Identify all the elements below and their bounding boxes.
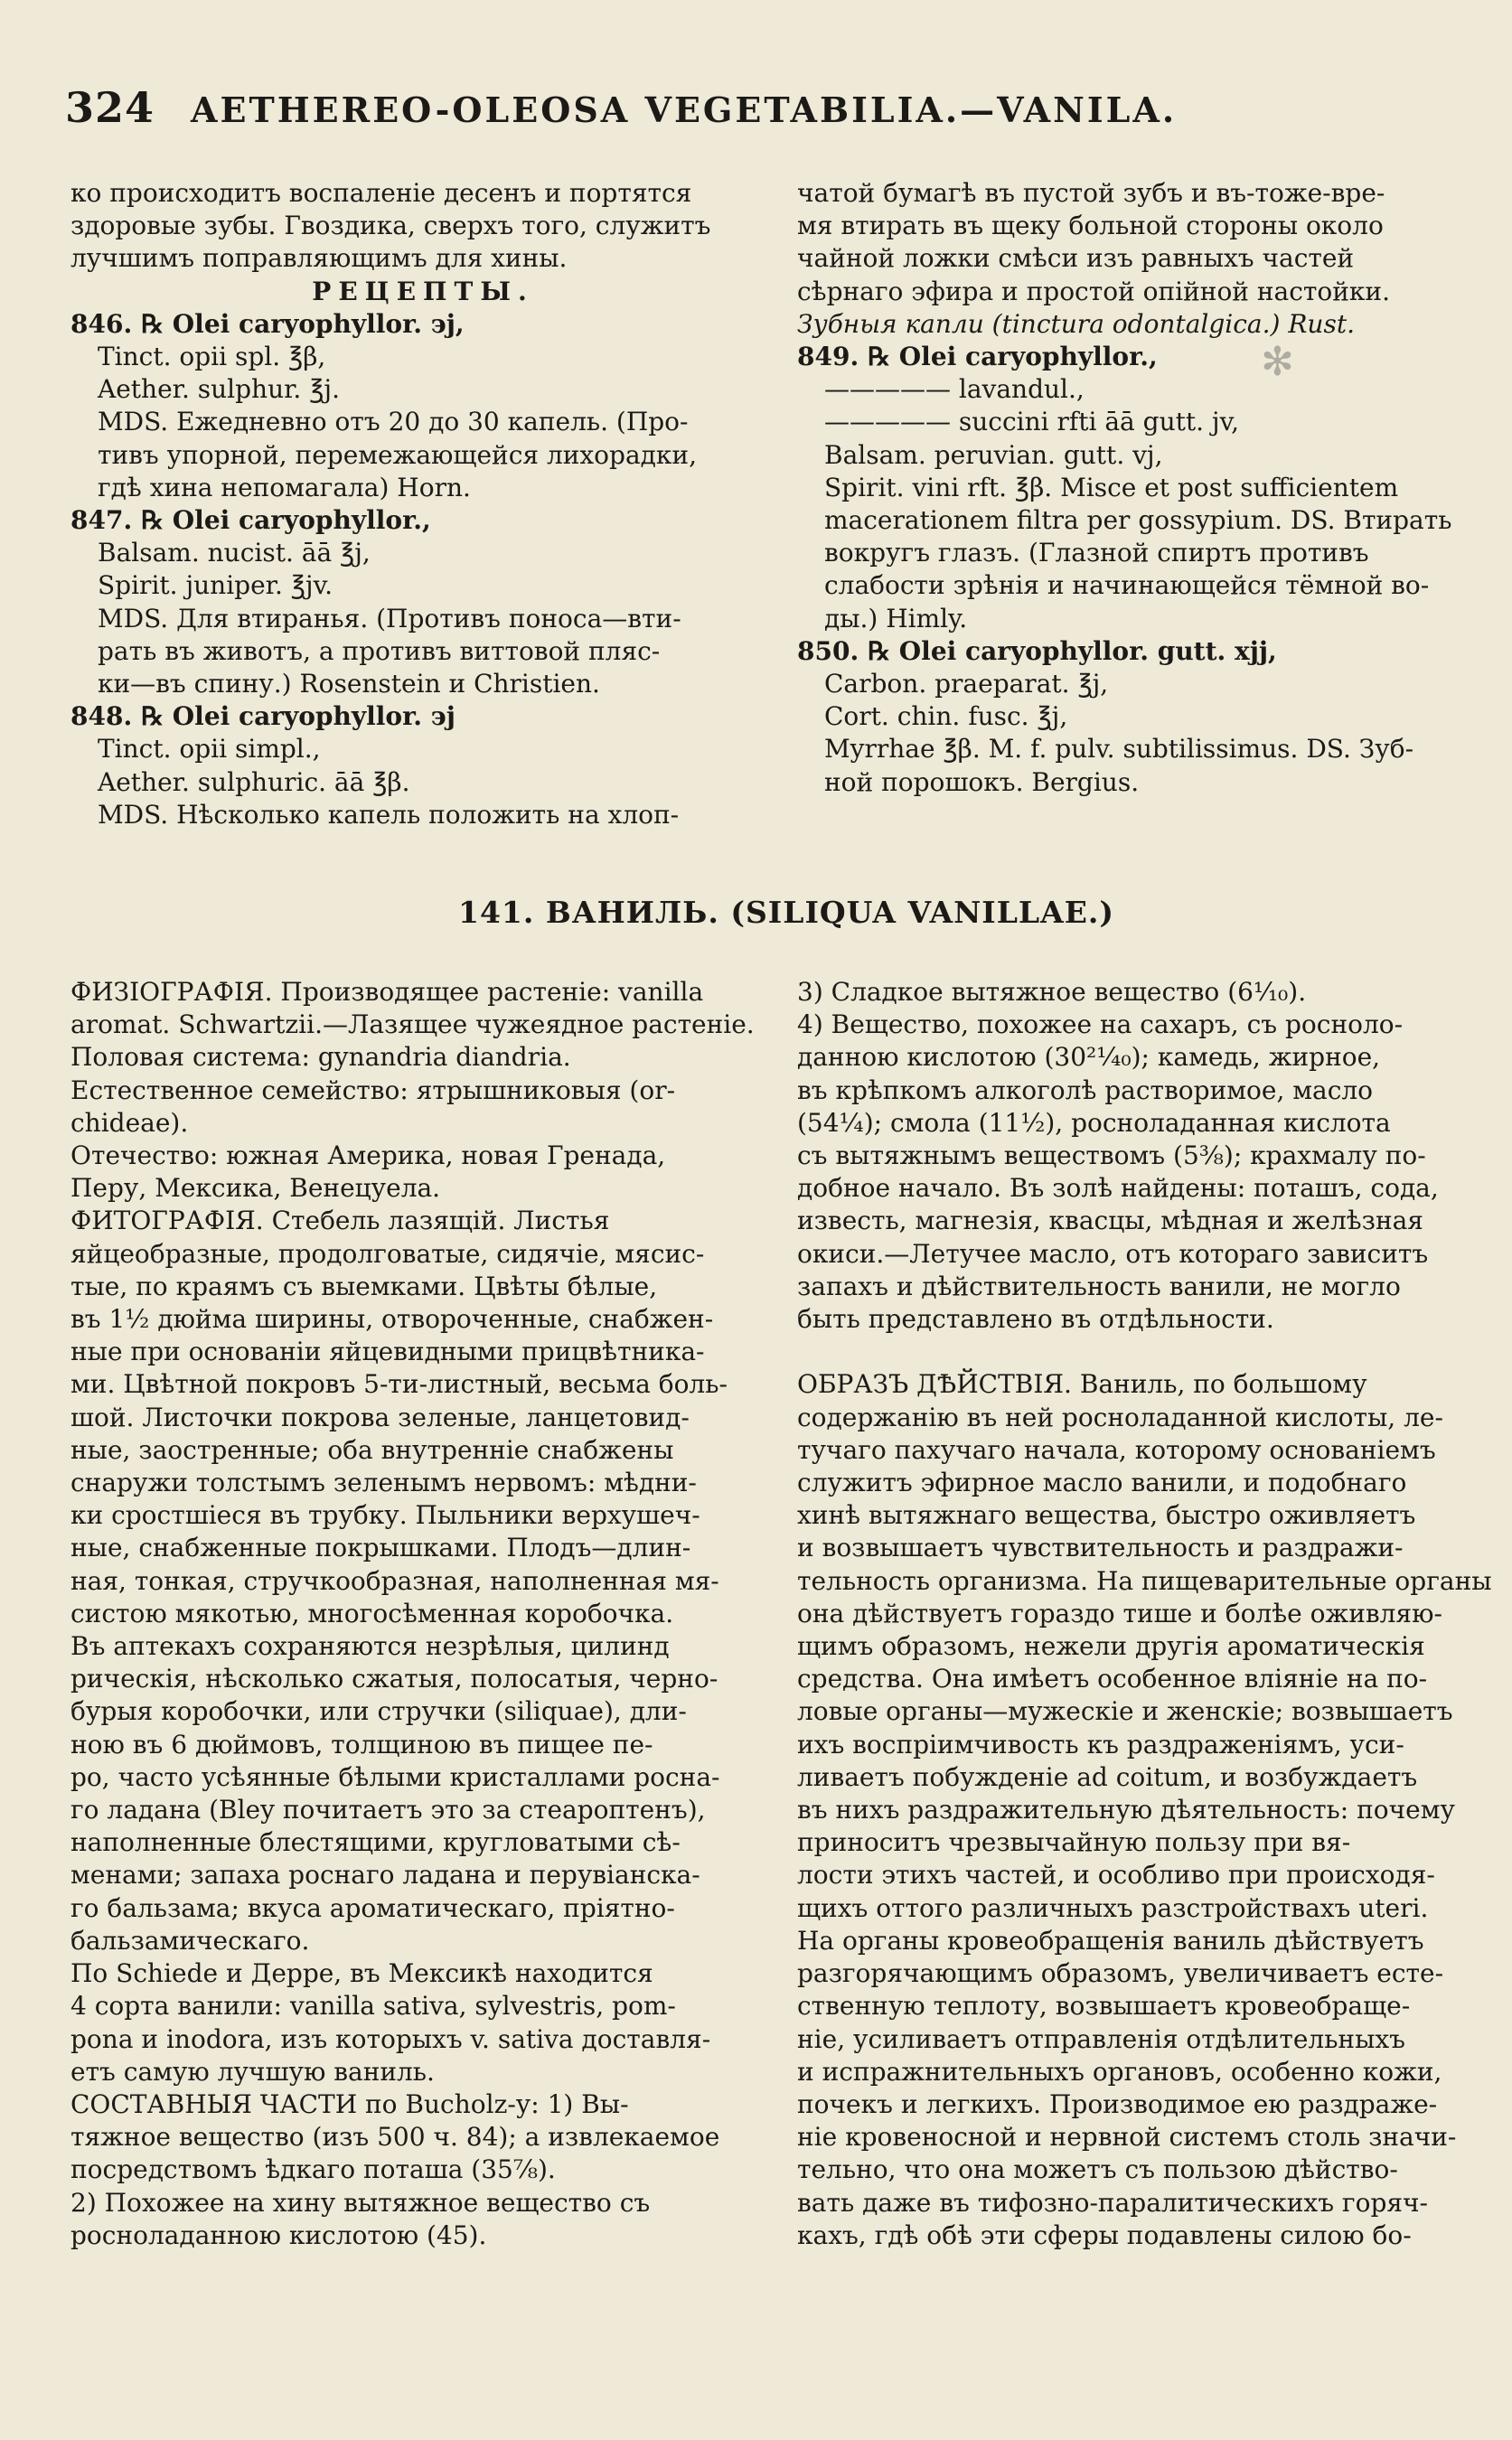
text-line: слабости зрѣнія и начинающейся тёмной во- [824,570,1430,601]
column-bottom-right [797,976,1502,2252]
text-line: Spirit. vini rft. ℥β. Misce et post sufficientem [824,472,1399,502]
text-line: и испражнительныхъ органовъ, особенно кожи, [797,2056,1442,2087]
text-line: мя втирать въ щеку больной стороны около [797,211,1384,241]
text-line: го бальзама; вкуса ароматическаго, пріятно- [70,1892,675,1923]
text-line: тые, по краямъ съ выемками. Цвѣты бѣлые, [70,1271,658,1301]
page-number: 324 [65,83,155,132]
text-line: ніе, усиливаетъ отправленія отдѣлительныхъ [797,2023,1405,2054]
column-top-right [797,177,1502,799]
text-line: бурыя коробочки, или стручки (siliquae), дли- [70,1696,687,1727]
text-line: рическія, нѣсколько сжатыя, полосатыя, черно- [70,1664,718,1694]
text-line: СОСТАВНЫЯ ЧАСТИ по Bucholz-у: 1) Вы- [70,2088,629,2119]
text-line: ные, снабженные покрышками. Плодъ—длин- [70,1533,691,1563]
text-line: вокругъ глазъ. (Глазной спиртъ противъ [824,538,1369,568]
text-line: тивъ упорной, перемежающейся лихорадки, [98,439,697,470]
library-stamp-icon: ✻ [1261,339,1294,385]
text-line: сѣрнаго эфира и простой опійной настойки. [797,276,1390,306]
text-line: въ крѣпкомъ алкоголѣ растворимое, масло [797,1075,1374,1105]
text-line: 4 сорта ванили: vanilla sativa, sylvestris, pom- [70,1991,676,2022]
text-line: ная, тонкая, стручкообразная, наполненная мя- [70,1565,719,1596]
recipe-850: 850. ℞ Olei caryophyllor. gutt. xjj, [797,635,1277,666]
text-line: здоровые зубы. Гвоздика, сверхъ того, служитъ [70,211,711,241]
text-line: ко происходитъ воспаленіе десенъ и портятся [70,178,692,208]
spacer-line [797,1336,1502,1368]
text-line: тяжное вещество (изъ 500 ч. 84); а извлекаемое [70,2122,720,2153]
text-line: тучаго пахучаго начала, которому основаніемъ [797,1434,1436,1465]
text-line: служитъ эфирное масло ванили, и подобнаго [797,1468,1407,1498]
text-line: содержанію въ ней росноладанной кислоты, ле- [797,1402,1443,1432]
text-line: Myrrhae ℥β. M. f. pulv. subtilissimus. DS. Зуб- [824,734,1414,765]
text-line: Естественное семейство: ятрышниковыя (or- [70,1075,676,1105]
text-line: 3) Сладкое вытяжное вещество (6⅟₁₀). [797,977,1307,1007]
text-line: ки сростшіеся въ трубку. Пыльники верхушеч- [70,1500,700,1531]
text-line: ніе кровеносной и нервной системъ столь значи- [797,2122,1457,2153]
column-top-left [70,177,775,831]
text-line: По Schiede и Дерре, въ Мексикѣ находится [70,1958,653,1989]
text-line: 4) Вещество, похожее на сахаръ, съ росноло- [797,1009,1404,1040]
text-line: aromat. Schwartzii.—Лазящее чужеядное растеніе. [70,1009,755,1040]
text-line: вать даже въ тифозно-паралитическихъ горяч- [797,2187,1429,2218]
text-line: окиси.—Летучее масло, отъ котораго зависитъ [797,1238,1429,1269]
text-line: ————— succini rfti āā gutt. jv, [824,407,1239,437]
text-line: посредствомъ ѣдкаго поташа (35⅞). [70,2154,556,2185]
text-line: яйцеобразные, продолговатые, сидячіе, мясис- [70,1238,705,1269]
text-line: шой. Листочки покрова зеленые, ланцетовид- [70,1402,690,1432]
text-line: го ладана (Bley почитаетъ это за стеароптенъ), [70,1795,706,1825]
recipe-849: 849. ℞ Olei caryophyllor., [797,342,1158,372]
text-line: chideae). [70,1107,189,1138]
text-line: Tinct. opii spl. ℥β, [98,342,326,372]
text-line: ро, часто усѣянные бѣлыми кристаллами росна- [70,1761,720,1792]
text-line: ихъ воспріимчивость къ раздраженіямъ, уси- [797,1729,1404,1760]
text-line: ФИТОГРАФІЯ. Стебель лазящій. Листья [70,1206,610,1236]
text-line: ные при основаніи яйцевидными прицвѣтника- [70,1337,705,1367]
recipes-heading: РЕЦЕПТЫ. [312,276,534,306]
text-line: снаружи толстымъ зеленымъ нервомъ: мѣдни- [70,1468,697,1498]
text-line: добное начало. Въ золѣ найдены: поташъ, сода, [797,1173,1439,1204]
text-line: Половая система: gynandria diandria. [70,1042,571,1073]
text-line: MDS. Для втиранья. (Противъ поноса—вти- [98,603,681,633]
text-line: быть представлено въ отдѣльности. [797,1304,1274,1335]
text-line: въ 1½ дюйма ширины, отвороченные, снабжен- [70,1304,714,1335]
text-line: ные, заостренные; оба внутренніе снабжены [70,1434,674,1465]
text-line: средства. Она имѣетъ особенное вліяніе на по- [797,1664,1428,1694]
page-header [65,83,1240,146]
text-line: наполненные блестящими, кругловатыми сѣ- [70,1827,681,1858]
text-line: Aether. sulphuric. āā ℥β. [98,766,410,797]
text-line: систою мякотью, многосѣменная коробочка. [70,1598,674,1628]
text-line: чатой бумагѣ въ пустой зубъ и въ-тоже-вре- [797,178,1385,208]
text-line: pona и inodora, изъ которыхъ v. sativa доставля- [70,2023,711,2054]
text-line: кахъ, гдѣ обѣ эти сферы подавлены силою бо- [797,2219,1412,2250]
text-line: MDS. Нѣсколько капель положить на хлоп- [98,799,680,830]
text-line: ми. Цвѣтной покровъ 5-ти-листный, весьма боль- [70,1369,728,1400]
text-line: рать въ животъ, а противъ виттовой пляс- [98,635,661,666]
text-line: и возвышаетъ чувствительность и раздражи- [797,1533,1404,1563]
text-line: тельно, что она можетъ съ пользою дѣйство- [797,2154,1398,2185]
text-line: ки—въ спину.) Rosenstein и Christien. [98,669,600,699]
text-line: ловые органы—мужескіе и женскіе; возвышаетъ [797,1696,1453,1727]
text-line: 2) Похожее на хину вытяжное вещество съ [70,2187,651,2218]
text-line: Cort. chin. fusc. ℥j, [824,701,1068,732]
text-line: Balsam. nucist. āā ℥j, [98,538,371,568]
text-line: тельность организма. На пищеварительные органы [797,1565,1492,1596]
text-line: почекъ и легкихъ. Производимое ею раздраже- [797,2088,1438,2119]
text-line: Carbon. praeparat. ℥j, [824,669,1109,699]
text-line: Tinct. opii simpl., [98,734,321,765]
text-line: хинѣ вытяжнаго вещества, быстро оживляетъ [797,1500,1416,1531]
text-line: ОБРАЗЪ ДѢЙСТВІЯ. Ваниль, по большому [797,1369,1367,1400]
text-line: гдѣ хина непомагала) Horn. [98,472,471,502]
text-line: съ вытяжнымъ веществомъ (5⅜); крахмалу по- [797,1140,1426,1171]
text-line: приноситъ чрезвычайную пользу при вя- [797,1827,1351,1858]
text-line: разгорячающимъ образомъ, увеличиваетъ есте- [797,1958,1444,1989]
text-line: Spirit. juniper. ℥jv. [98,570,333,601]
text-line: Aether. sulphur. ℥j. [98,374,340,405]
text-line: ды.) Himly. [824,603,968,633]
text-line: запахъ и дѣйствительность ванили, не могло [797,1271,1401,1301]
text-line: (54¼); смола (11½), росноладанная кислота [797,1107,1391,1138]
text-line: щихъ оттого различныхъ разстройствахъ uteri. [797,1892,1429,1923]
text-line: известь, магнезія, квасцы, мѣдная и желѣзная [797,1206,1423,1236]
recipe-847: 847. ℞ Olei caryophyllor., [70,505,431,536]
text-line: MDS. Ежедневно отъ 20 до 30 капель. (Про- [98,407,689,437]
text-line: Зубныя капли (tinctura odontalgica.) Rust. [797,308,1355,339]
section-title: 141. ВАНИЛЬ. (SILIQUA VANILLAE.) [457,895,1114,930]
text-line: данною кислотою (30²¹⁄₄₀); камедь, жирное, [797,1042,1381,1073]
text-line: росноладанною кислотою (45). [70,2219,487,2250]
text-line: macerationem filtra per gossypium. DS. Втирать [824,505,1452,536]
text-line: ФИЗІОГРАФІЯ. Производящее растеніе: vanilla [70,977,704,1007]
text-line: лости этихъ частей, и особливо при происходя- [797,1860,1435,1891]
text-line: ственную теплоту, возвышаетъ кровеобраще- [797,1991,1411,2022]
text-line: Отечество: южная Америка, новая Гренада, [70,1140,666,1171]
text-line: ————— lavandul., [824,374,1085,405]
text-line: щимъ образомъ, нежели другія ароматическія [797,1631,1425,1662]
text-line: она дѣйствуетъ гораздо тише и болѣе оживляю- [797,1598,1442,1628]
text-line: чайной ложки смѣси изъ равныхъ частей [797,243,1355,274]
text-line: лучшимъ поправляющимъ для хины. [70,243,568,274]
recipe-848: 848. ℞ Olei caryophyllor. ϶j [70,701,455,732]
text-line: ной порошокъ. Bergius. [824,766,1140,797]
running-title: AETHEREO-OLEOSA VEGETABILIA.—VANILA. [191,89,1178,130]
text-line: ливаетъ побужденіе ad coitum, и возбуждаетъ [797,1761,1418,1792]
text-line: ною въ 6 дюймовъ, толщиною въ пищее пе- [70,1729,653,1760]
text-line: въ нихъ раздражительную дѣятельность: почему [797,1795,1455,1825]
text-line: Balsam. peruvian. gutt. vj, [824,439,1163,470]
column-bottom-left [70,976,775,2252]
text-line: бальзамическаго. [70,1925,310,1956]
recipe-846: 846. ℞ Olei caryophyllor. ϶j, [70,308,465,339]
text-line: Перу, Мексика, Венецуела. [70,1173,441,1204]
text-line: На органы кровеобращенія ваниль дѣйствуетъ [797,1925,1424,1956]
text-line: етъ самую лучшую ваниль. [70,2056,435,2087]
text-line: менами; запаха роснаго ладана и перувіанска- [70,1860,700,1891]
text-line: Въ аптекахъ сохраняются незрѣлыя, цилинд [70,1631,670,1662]
